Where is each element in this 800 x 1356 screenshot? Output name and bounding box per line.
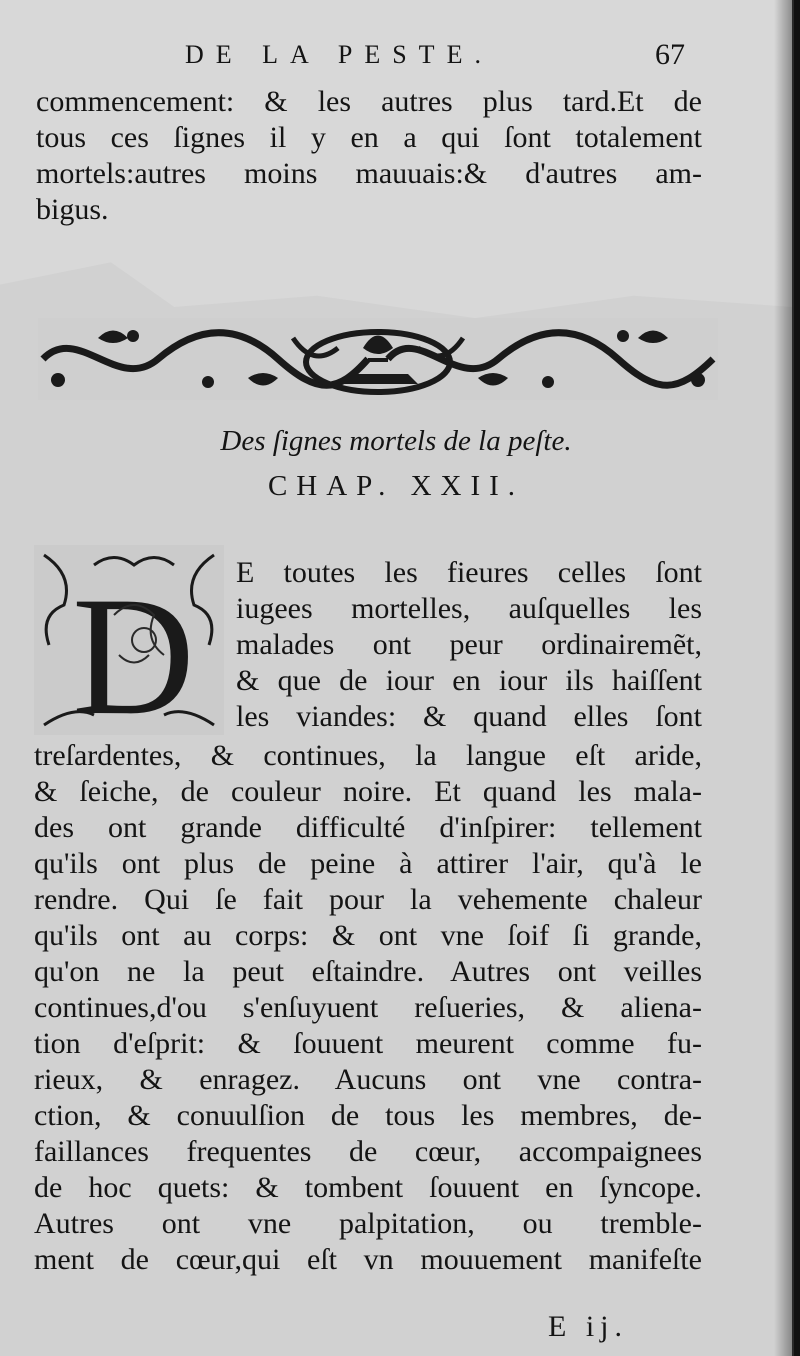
text-line: bigus. (36, 193, 109, 226)
text-line: qu'on ne la peut eſtaindre. Autres ont veilles (34, 955, 702, 988)
text-line: Autres ont vne palpitation, ou tremble- (34, 1207, 702, 1240)
text-line: faillances frequentes de cœur, accompaignees (34, 1135, 702, 1168)
catchword-signature: E ij. (548, 1310, 628, 1343)
text-line: ction, & conuulſion de tous les membres, de- (34, 1099, 702, 1132)
text-line: mortels:autres moins mauuais:& d'autres am- (36, 157, 702, 190)
chapter-number: CHAP. XXII. (267, 470, 525, 502)
text-line: qu'ils ont plus de peine à attirer l'air, qu'à le (34, 847, 702, 880)
chapter-subtitle: Des ſignes mortels de la peſte. (220, 425, 572, 457)
text-line: de hoc quets: & tombent ſouuent en ſyncope. (34, 1171, 702, 1204)
text-line: tous ces ſignes il y en a qui ſont totalement (36, 121, 702, 154)
text-line: qu'ils ont au corps: & ont vne ſoif ſi grande, (34, 919, 702, 952)
text-line: commencement: & les autres plus tard.Et de (36, 85, 702, 118)
page-edge-shadow (774, 0, 792, 1356)
text-line: E toutes les fieures celles ſont (236, 556, 702, 589)
initial-letter: D (72, 562, 195, 735)
text-line: & ſeiche, de couleur noire. Et quand les mala- (34, 775, 702, 808)
woodcut-headpiece-ornament (38, 318, 718, 400)
text-line: ment de cœur,qui eſt vn mouuement manifeſte (34, 1243, 702, 1276)
text-line: & que de iour en iour ils haiſſent (236, 664, 702, 697)
running-head (0, 38, 792, 78)
text-line: continues,d'ou s'enſuyuent reſueries, & aliena- (34, 991, 702, 1024)
text-line: rendre. Qui ſe fait pour la vehemente chaleur (34, 883, 702, 916)
page-number: 67 (655, 38, 685, 71)
decorated-initial-d (34, 545, 224, 735)
text-line: treſardentes, & continues, la langue eſt aride, (34, 739, 702, 772)
text-line: rieux, & enragez. Aucuns ont vne contra- (34, 1063, 702, 1096)
text-line: des ont grande difficulté d'inſpirer: tellement (34, 811, 702, 844)
text-line: iugees mortelles, auſquelles les (236, 592, 702, 625)
text-line: tion d'eſprit: & ſouuent meurent comme fu- (34, 1027, 702, 1060)
text-line: malades ont peur ordinairemẽt, (236, 628, 702, 661)
text-line: les viandes: & quand elles ſont (236, 700, 702, 733)
running-head-title: DE LA PESTE. (185, 40, 493, 69)
